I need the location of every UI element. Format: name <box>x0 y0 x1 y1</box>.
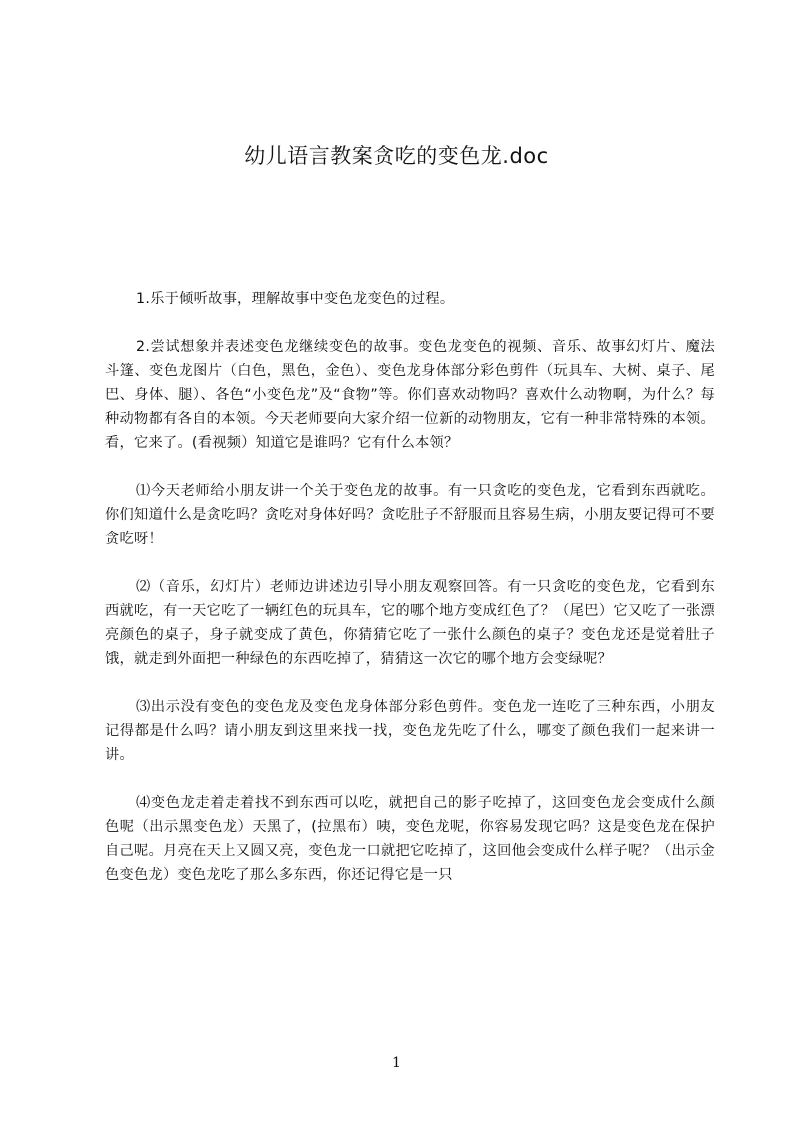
paragraph-step-2: ⑵（音乐，幻灯片）老师边讲述边引导小朋友观察回答。有一只贪吃的变色龙，它看到东西就吃，有一天它吃了一辆红色的玩具车，它的哪个地方变成红色了？（尾巴）它又吃了一张漂亮颜色的桌子，身子就变成了黄色，你猜猜它吃了一张什么颜色的桌子？变色龙还是觉着肚子饿，就走到外面把一种绿色的东西吃掉了，猜猜这一次它的哪个地方会变绿呢？ <box>105 579 715 667</box>
paragraph-objective-1: 1.乐于倾听故事，理解故事中变色龙变色的过程。 <box>136 291 455 307</box>
paragraph-step-1: ⑴今天老师给小朋友讲一个关于变色龙的故事。有一只贪吃的变色龙，它看到东西就吃。你们知道什么是贪吃吗？贪吃对身体好吗？贪吃肚子不舒服而且容易生病，小朋友要记得可不要贪吃呀！ <box>105 483 715 547</box>
document-title: 幼儿语言教案贪吃的变色龙.doc <box>244 144 549 168</box>
paragraph-objective-2: 2.尝试想象并表述变色龙继续变色的故事。变色龙变色的视频、音乐、故事幻灯片、魔法斗篷、变色龙图片（白色，黑色，金色）、变色龙身体部分彩色剪件（玩具车、大树、桌子、尾巴、身体、腿）、各色“小变色龙”及“食物”等。你们喜欢动物吗？喜欢什么动物啊，为什么？每种动物都有各自的本领。今天老师要向大家介绍一位新的动物朋友，它有一种非常特殊的本领。看，它来了。(看视频）知道它是谁吗？它有什么本领？ <box>105 339 715 451</box>
paragraph-step-4: ⑷变色龙走着走着找不到东西可以吃，就把自己的影子吃掉了，这回变色龙会变成什么颜色呢（出示黑变色龙）天黑了，(拉黑布）咦，变色龙呢，你容易发现它吗？这是变色龙在保护自己呢。月亮在天上又圆又亮，变色龙一口就把它吃掉了，这回他会变成什么样子呢？（出示金色变色龙）变色龙吃了那么多东西，你还记得它是一只 <box>105 795 715 883</box>
paragraph-step-3: ⑶出示没有变色的变色龙及变色龙身体部分彩色剪件。变色龙一连吃了三种东西，小朋友记得都是什么吗？请小朋友到这里来找一找，变色龙先吃了什么，哪变了颜色我们一起来讲一讲。 <box>105 699 715 763</box>
document-body <box>105 287 715 911</box>
page-number: 1 <box>392 1055 401 1071</box>
